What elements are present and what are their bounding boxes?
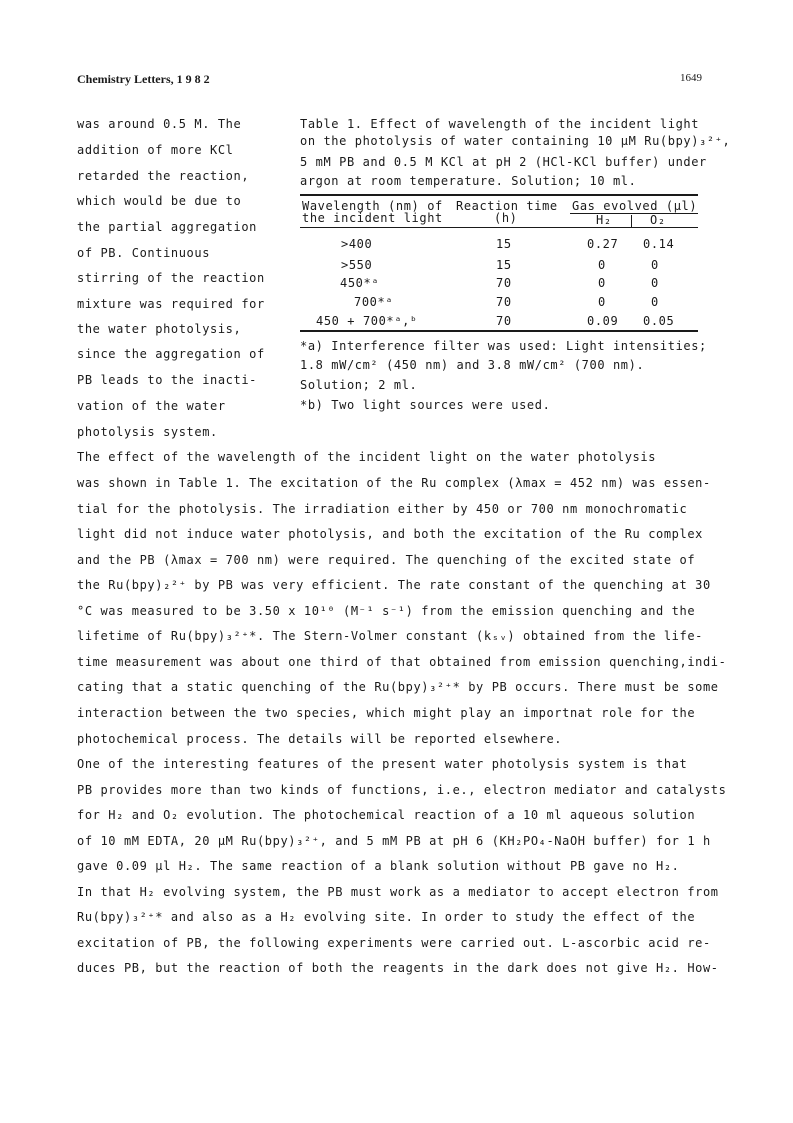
body-line: light did not induce water photolysis, and both the excitation of the Ru complex [77, 527, 703, 541]
left-column-line: the partial aggregation [77, 220, 257, 234]
left-column-line: retarded the reaction, [77, 169, 250, 183]
left-column-line: mixture was required for [77, 297, 265, 311]
body-line: time measurement was about one third of that obtained from emission quenching,indi- [77, 655, 727, 669]
table-header-wavelength: the incident light [302, 211, 443, 225]
table-top-rule [300, 194, 698, 196]
table-cell-h2: 0.27 [587, 237, 619, 251]
table-cell-h2: 0.09 [587, 314, 619, 328]
body-line: interaction between the two species, which might play an importnat role for the [77, 706, 696, 720]
table-header-gas-evolved: Gas evolved (μl) [572, 199, 698, 213]
table-cell-o2: 0.05 [643, 314, 675, 328]
body-line: The effect of the wavelength of the incident light on the water photolysis [77, 450, 657, 464]
left-column-line: stirring of the reaction [77, 271, 265, 285]
table-footnote: *a) Interference filter was used: Light intensities; [300, 339, 707, 353]
table-cell-wavelength: >400 [341, 237, 373, 251]
left-column-line: addition of more KCl [77, 143, 234, 157]
table-cell-time: 15 [496, 258, 512, 272]
body-line: Ru(bpy)₃²⁺* and also as a H₂ evolving site. In order to study the effect of the [77, 910, 696, 924]
body-line: and the PB (λmax = 700 nm) were required. The quenching of the excited state of [77, 553, 696, 567]
body-line: °C was measured to be 3.50 x 10¹⁰ (M⁻¹ s⁻¹) from the emission quenching and the [77, 604, 696, 618]
table-header-divider [631, 215, 632, 227]
table-header-reaction-time-unit: (h) [494, 211, 518, 225]
table-header-h2: H₂ [596, 213, 612, 227]
left-column-line: was around 0.5 M. The [77, 117, 242, 131]
table-cell-wavelength: 450*ᵃ [340, 276, 380, 290]
body-line: In that H₂ evolving system, the PB must work as a mediator to accept electron from [77, 885, 719, 899]
table-cell-h2: 0 [598, 295, 606, 309]
table-cell-wavelength: >550 [341, 258, 373, 272]
table-header-subrule [570, 213, 698, 214]
left-column-line: which would be due to [77, 194, 242, 208]
table-caption-line: 5 mM PB and 0.5 M KCl at pH 2 (HCl-KCl buffer) under [300, 155, 707, 169]
body-line: tial for the photolysis. The irradiation either by 450 or 700 nm monochromatic [77, 502, 688, 516]
left-column-line: vation of the water [77, 399, 226, 413]
table-footnote: Solution; 2 ml. [300, 378, 418, 392]
body-line: PB provides more than two kinds of functions, i.e., electron mediator and catalysts [77, 783, 727, 797]
table-cell-wavelength: 700*ᵃ [354, 295, 394, 309]
table-cell-o2: 0.14 [643, 237, 675, 251]
journal-header: Chemistry Letters, 1 9 8 2 [77, 72, 210, 86]
table-cell-h2: 0 [598, 276, 606, 290]
table-cell-time: 70 [496, 276, 512, 290]
table-cell-wavelength: 450 + 700*ᵃ,ᵇ [316, 314, 418, 328]
body-line: was shown in Table 1. The excitation of the Ru complex (λmax = 452 nm) was essen- [77, 476, 711, 490]
table-footnote: 1.8 mW/cm² (450 nm) and 3.8 mW/cm² (700 nm). [300, 358, 645, 372]
table-cell-o2: 0 [651, 258, 659, 272]
body-line: photochemical process. The details will be reported elsewhere. [77, 732, 563, 746]
table-cell-time: 70 [496, 314, 512, 328]
table-cell-h2: 0 [598, 258, 606, 272]
table-cell-time: 15 [496, 237, 512, 251]
table-cell-time: 70 [496, 295, 512, 309]
body-line: gave 0.09 μl H₂. The same reaction of a blank solution without PB gave no H₂. [77, 859, 680, 873]
table-cell-o2: 0 [651, 276, 659, 290]
left-column-line: the water photolysis, [77, 322, 242, 336]
left-column-line: PB leads to the inacti- [77, 373, 257, 387]
table-caption-line: on the photolysis of water containing 10 μM Ru(bpy)₃²⁺, [300, 134, 731, 148]
table-caption-line: Table 1. Effect of wavelength of the incident light [300, 117, 700, 131]
table-header-o2: O₂ [650, 213, 666, 227]
body-line: One of the interesting features of the present water photolysis system is that [77, 757, 688, 771]
left-column-line: since the aggregation of [77, 347, 265, 361]
body-line: duces PB, but the reaction of both the reagents in the dark does not give H₂. How- [77, 961, 719, 975]
body-line: excitation of PB, the following experiments were carried out. L-ascorbic acid re- [77, 936, 711, 950]
body-line: lifetime of Ru(bpy)₃²⁺*. The Stern-Volmer constant (kₛᵥ) obtained from the life- [77, 629, 703, 643]
body-line: the Ru(bpy)₂²⁺ by PB was very efficient. The rate constant of the quenching at 30 [77, 578, 711, 592]
left-column-line: of PB. Continuous [77, 246, 211, 260]
table-footnote: *b) Two light sources were used. [300, 398, 551, 412]
body-line: of 10 mM EDTA, 20 μM Ru(bpy)₃²⁺, and 5 mM PB at pH 6 (KH₂PO₄-NaOH buffer) for 1 h [77, 834, 711, 848]
body-line: for H₂ and O₂ evolution. The photochemical reaction of a 10 ml aqueous solution [77, 808, 696, 822]
table-header-rule [300, 227, 698, 228]
table-header-wavelength: Wavelength (nm) of [302, 199, 443, 213]
body-line: cating that a static quenching of the Ru(bpy)₃²⁺* by PB occurs. There must be some [77, 680, 719, 694]
page-number: 1649 [680, 72, 702, 84]
table-header-reaction-time: Reaction time [456, 199, 558, 213]
table-bottom-rule [300, 330, 698, 332]
left-column-line: photolysis system. [77, 425, 218, 439]
table-caption-line: argon at room temperature. Solution; 10 ml. [300, 174, 637, 188]
table-cell-o2: 0 [651, 295, 659, 309]
